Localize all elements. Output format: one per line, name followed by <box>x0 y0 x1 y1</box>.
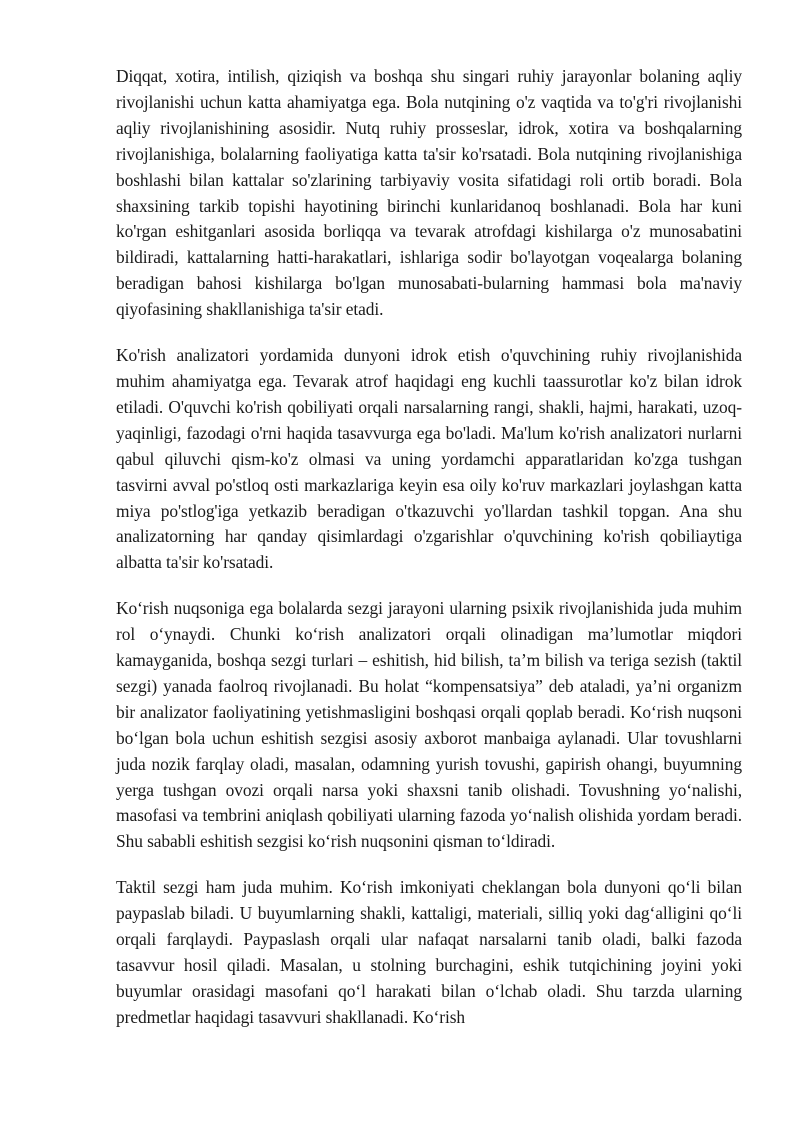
paragraph-4: Taktil sezgi ham juda muhim. Ko‘rish imkoniyati cheklangan bola dunyoni qo‘li bilan paypaslab biladi. U buyumlarning shakli, kattaligi, materiali, silliq yoki dag‘alligini qo‘li orqali farqlaydi. Paypaslash orqali ular nafaqat narsalarni tanib oladi, balki fazoda tasavvur hosil qiladi. Masalan, u stolning burchagini, eshik tutqichining joyini yoki buyumlar orasidagi masofani qo‘l harakati bilan o‘lchab oladi. Shu tarzda ularning predmetlar haqidagi tasavvuri shakllanadi. Ko‘rish <box>116 877 742 1027</box>
paragraph-1: Diqqat, xotira, intilish, qiziqish va boshqa shu singari ruhiy jarayonlar bolaning aqliy rivojlanishi uchun katta ahamiyatga ega. Bola nutqining o'z vaqtida va to'g'ri rivojlanishi aqliy rivojlanishining asosidir. Nutq ruhiy prosseslar, idrok, xotira va boshqalarning rivojlanishiga, bolalarning faoliyatiga katta ta'sir ko'rsatadi. Bola nutqining rivojlanishiga boshlashi bilan kattalar so'zlarining tarbiyaviy vosita sifatidagi roli ortib boradi. Bola shaxsining tarkib topishi hayotining birinchi kunlaridanoq boshlanadi. Bola har kuni ko'rgan eshitganlari asosida borliqqa va tevarak atrofdagi kishilarga o'z munosabatini bildiradi, kattalarning hatti-harakatlari, ishlariga sodir bo'layotgan voqealarga bolaning beradigan bahosi kishilarga bo'lgan munosabati-bularning hammasi bola ma'naviy qiyofasining shakllanishiga ta'sir etadi. <box>116 66 742 320</box>
paragraph-3: Ko‘rish nuqsoniga ega bolalarda sezgi jarayoni ularning psixik rivojlanishida juda muhim rol o‘ynaydi. Chunki ko‘rish analizatori orqali olinadigan ma’lumotlar miqdori kamayganida, boshqa sezgi turlari – eshitish, hid bilish, ta’m bilish va teriga sezish (taktil sezgi) yanada faolroq rivojlanadi. Bu holat “kompensatsiya” deb ataladi, ya’ni organizm bir analizator faoliyatining yetishmasligini boshqasi orqali qoplab beradi. Ko‘rish nuqsoni bo‘lgan bola uchun eshitish sezgisi asosiy axborot manbaiga aylanadi. Ular tovushlarni juda nozik farqlay oladi, masalan, odamning yurish tovushi, gapirish ohangi, buyumning yerga tushgan ovozi orqali narsa yoki shaxsni tanib olishadi. Tovushning yo‘nalishi, masofasi va tembrini aniqlash qobiliyati ularning fazoda yo‘nalish olishida yordam beradi. Shu sababli eshitish sezgisi ko‘rish nuqsonini qisman to‘ldiradi. <box>116 598 742 852</box>
paragraph-2: Ko'rish analizatori yordamida dunyoni idrok etish o'quvchining ruhiy rivojlanishida muhim ahamiyatga ega. Tevarak atrof haqidagi eng kuchli taassurotlar ko'z bilan idrok etiladi. O'quvchi ko'rish qobiliyati orqali narsalarning rangi, shakli, hajmi, harakati, uzoq-yaqinligi, fazodagi o'rni haqida tasavvurga ega bo'ladi. Ma'lum ko'rish analizatori nurlarni qabul qiluvchi qism-ko'z olmasi va uning yordamchi apparatlaridan ko'zga tushgan tasvirni avval po'stloq osti markazlariga keyin esa oily ko'ruv markazlari joylashgan katta miya po'stlog'iga yetkazib beradigan o'tkazuvchi yo'llardan tashkil topgan. Ana shu analizatorning har qanday qisimlardagi o'zgarishlar o'quvchining ko'rish qobiliaytiga albatta ta'sir ko'rsatadi. <box>116 345 742 573</box>
